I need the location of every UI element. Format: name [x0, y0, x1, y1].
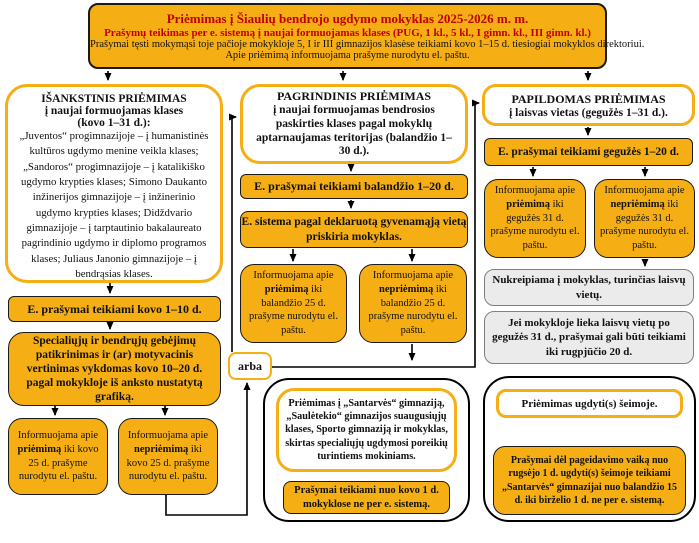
special-schools-intro-box: Priėmimas į „Santarvės“ gimnaziją, „Saulėtekio“ gimnazijos suaugusiųjų klases, Sporto gimnaziją ir mokyklas, skirtas specialiųjų ugdymosi poreikių turintiems mokiniams. [276, 388, 457, 472]
early-e-requests-box: E. prašymai teikiami kovo 1–10 d. [8, 296, 221, 322]
early-admitted-box [8, 418, 108, 495]
additional-e-requests-box: E. prašymai teikiami gegužės 1–20 d. [484, 138, 693, 166]
additional-admission-box [482, 84, 695, 126]
header-subtitle: Prašymų teikimas per e. sistemą į naujai formuojamas klases (PUG, 1 kl., 5 kl., I gimn. kl., III gimn. kl.) [104, 27, 591, 39]
main-e-requests-box: E. prašymai teikiami balandžio 1–20 d. [240, 174, 468, 199]
redirect-box: Nukreipiama į mokyklas, turinčias laisvų vietų. [484, 269, 694, 306]
early-admission-title: IŠANKSTINIS PRIĖMIMAS [41, 93, 187, 105]
or-box: arba [228, 352, 272, 380]
additional-admitted-box [484, 179, 586, 258]
additional-rejected-text: Informuojama apie nepriėmimą iki gegužės 31 d. prašyme nurodytu el. paštu. [600, 185, 689, 251]
main-rejected-text: Informuojama apie nepriėmimą iki balandžio 25 d. prašyme nurodytu el. paštu. [368, 270, 458, 336]
early-rejected-text: Informuojama apie nepriėmimą iki kovo 25 d. prašyme nurodytu el. paštu. [126, 430, 210, 483]
header-note-1: Prašymai tęsti mokymąsi toje pačioje mokykloje 5, I ir III gimnazijos klasėse teikiami kovo 1–15 d. tiesiogiai mokyklos direktoriui. [90, 39, 645, 50]
early-admitted-text: Informuojama apie priėmimą iki kovo 25 d. prašyme nurodytu el. paštu. [17, 430, 99, 483]
early-assessment-box: Specialiųjų ir bendrųjų gebėjimų patikrinimas ir (ar) motyvacinis vertinimas vykdomas kovo 10–20 d. pagal mokykloje iš anksto nustatytą grafiką. [8, 332, 221, 406]
additional-admission-title: PAPILDOMAS PRIĖMIMAS [511, 91, 666, 106]
early-rejected-box [118, 418, 218, 495]
home-schooling-requests-box: Prašymai dėl pageidavimo vaiką nuo rugsėjo 1 d. ugdyti(s) šeimoje teikiami „Santarvės“ gimnazijai nuo balandžio 15 d. iki birželio 1 d. ne per e. sistemą. [493, 446, 686, 515]
early-admission-dates: (kovo 1–31 d.): [77, 117, 151, 129]
early-admission-title-2: į naujai formuojamas klases [44, 105, 184, 117]
main-admitted-box [240, 264, 347, 343]
home-schooling-intro-box: Priėmimas ugdyti(s) šeimoje. [496, 389, 683, 418]
main-admitted-text: Informuojama apie priėmimą iki balandžio 25 d. prašyme nurodytu el. paštu. [249, 270, 338, 336]
additional-rejected-box [594, 179, 695, 258]
early-admission-box [5, 84, 223, 283]
connector-or-to-main [232, 117, 236, 352]
main-rejected-box [359, 264, 467, 343]
early-admission-body: „Juventos“ progimnazijoje – į humanistinės kultūros ugdymo menine veikla klases; „Sandoros“ progimnazijoje – į katalikiško ugdymo krypties klases; Simono Daukanto inžinerijos gimnazijoje – į inžinerinio ugdymo krypties klases; Didždvario gimnazijoje – į tarptautinio bakalaureato pagrindinio ugdymo ir diplomo programos klases; Juliaus Janonio gimnazijoje – į bendrąsias klases. [19, 130, 209, 280]
free-places-box: Jei mokykloje lieka laisvų vietų po gegužės 31 d., prašymai gali būti teikiami iki rugpjūčio 20 d. [484, 311, 694, 364]
main-system-box: E. sistema pagal deklaruotą gyvenamąją vietą priskiria mokyklas. [240, 211, 468, 248]
header-title: Priėmimas į Šiaulių bendrojo ugdymo mokyklas 2025-2026 m. m. [166, 11, 529, 26]
additional-admitted-text: Informuojama apie priėmimą iki gegužės 31 d. prašyme nurodytu el. paštu. [490, 185, 580, 251]
special-schools-requests-box: Prašymai teikiami nuo kovo 1 d. mokyklose ne per e. sistemą. [283, 481, 450, 514]
main-admission-box [240, 84, 468, 164]
additional-admission-subtitle: į laisvas vietas (gegužės 1–31 d.). [509, 106, 668, 119]
header-box [88, 3, 645, 69]
main-admission-subtitle: į naujai formuojamas bendrosios paskirties klases pagal mokyklų aptarnaujamas teritorijas (balandžio 1–30 d.). [256, 103, 452, 158]
header-note-2: Apie priėmimą informuojama prašyme nurodytu el. paštu. [225, 50, 470, 61]
main-admission-title: PAGRINDINIS PRIĖMIMAS [276, 88, 432, 103]
